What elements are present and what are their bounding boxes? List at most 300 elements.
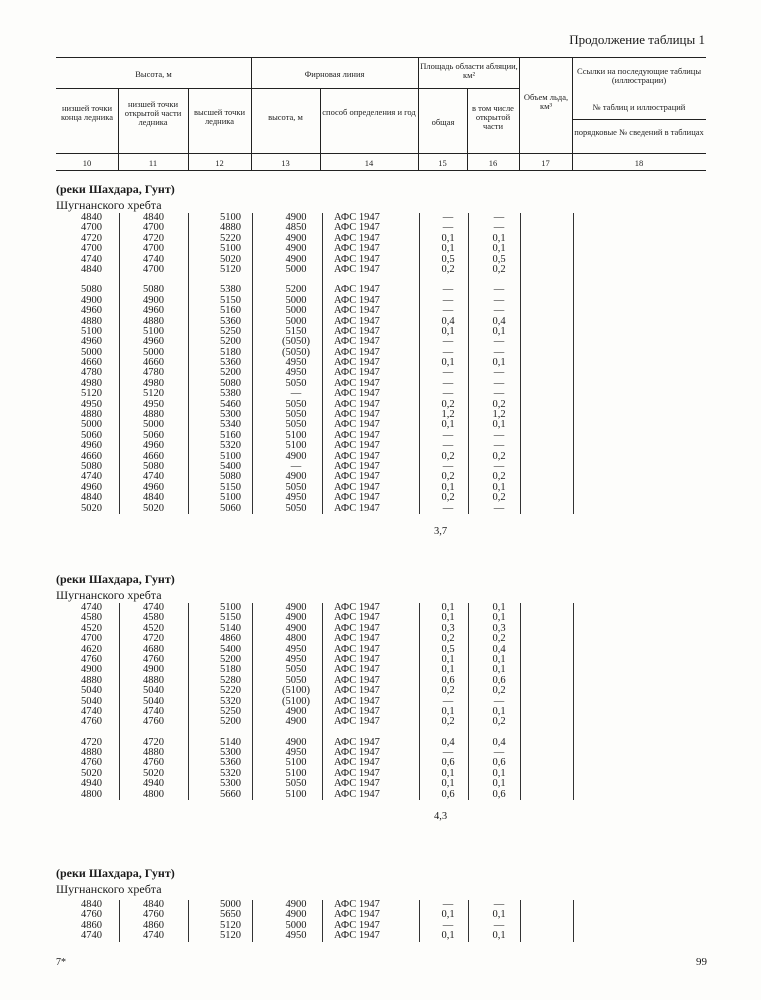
- cell-area-open: 0,1: [492, 325, 506, 337]
- cell-area-total: —: [442, 388, 454, 400]
- cell-low-end: 4740: [81, 930, 102, 942]
- cell-firn-height: 4900: [285, 909, 307, 921]
- cell-method: АФС 1947: [334, 398, 380, 410]
- cell-low-open: 4720: [143, 736, 164, 748]
- cell-low-end: 4900: [81, 664, 102, 676]
- cell-area-total: —: [442, 336, 454, 348]
- cell-low-open: 4760: [143, 909, 164, 921]
- cell-method: АФС 1947: [334, 429, 380, 441]
- cell-low-end: 5000: [81, 346, 102, 358]
- cell-area-open: 0,1: [492, 357, 506, 369]
- cell-low-open: 4740: [143, 471, 164, 483]
- cell-firn-height: 5100: [285, 767, 307, 779]
- cell-high: 5120: [220, 263, 241, 275]
- column-rule: [573, 213, 574, 514]
- table-row: [0, 255, 761, 265]
- column-rule: [119, 900, 120, 942]
- cell-low-end: 4580: [81, 612, 102, 624]
- cell-low-end: 4740: [81, 471, 102, 483]
- cell-high: 5180: [220, 664, 241, 676]
- table-row: [0, 738, 761, 748]
- header-divider: [572, 57, 573, 170]
- cell-method: АФС 1947: [334, 643, 380, 655]
- cell-area-total: —: [442, 440, 454, 452]
- header-refs-rule: [572, 119, 706, 120]
- cell-firn-height: 5100: [285, 788, 307, 800]
- cell-area-total: —: [442, 212, 454, 223]
- cell-firn-height: 4900: [285, 612, 307, 624]
- cell-low-end: 4980: [81, 377, 102, 389]
- cell-high: 5460: [220, 398, 241, 410]
- cell-area-open: 0,2: [492, 633, 506, 645]
- cell-method: АФС 1947: [334, 622, 380, 634]
- cell-firn-height: 4900: [285, 705, 307, 717]
- table-row: [0, 779, 761, 789]
- cell-area-open: 0,1: [492, 481, 506, 493]
- cell-area-open: 0,2: [492, 450, 506, 462]
- cell-firn-height: 5050: [285, 409, 307, 421]
- cell-low-end: 5100: [81, 325, 102, 337]
- cell-low-open: 5000: [143, 346, 164, 358]
- data-block: [0, 213, 761, 514]
- cell-firn-height: 5050: [285, 398, 307, 410]
- table-row: [0, 921, 761, 931]
- cell-high: 5400: [220, 460, 241, 472]
- table-row: [0, 441, 761, 451]
- cell-high: 5100: [220, 602, 241, 613]
- cell-high: 5320: [220, 695, 241, 707]
- cell-area-open: 0,3: [492, 622, 506, 634]
- cell-area-total: 1,2: [441, 409, 455, 421]
- cell-area-total: 0,4: [441, 736, 455, 748]
- table-row: [0, 900, 761, 910]
- table-row: [0, 358, 761, 368]
- table-row: [0, 285, 761, 295]
- cell-low-open: 4740: [143, 253, 164, 265]
- cell-high: 5220: [220, 232, 241, 244]
- cell-high: 5340: [220, 419, 241, 431]
- column-rule: [188, 603, 189, 800]
- cell-high: 5400: [220, 643, 241, 655]
- cell-low-end: 4880: [81, 747, 102, 759]
- cell-low-open: 4940: [143, 778, 164, 790]
- table-row: [0, 758, 761, 768]
- cell-firn-height: 5050: [285, 664, 307, 676]
- cell-low-open: 5080: [143, 284, 164, 296]
- column-rule: [573, 603, 574, 800]
- cell-low-end: 5060: [81, 429, 102, 441]
- cell-low-end: 4950: [81, 398, 102, 410]
- cell-firn-height: 4850: [285, 222, 307, 234]
- cell-low-open: 5100: [143, 325, 164, 337]
- cell-high: 5660: [220, 788, 241, 800]
- section-total: 3,7: [434, 526, 448, 537]
- cell-method: АФС 1947: [334, 602, 380, 613]
- cell-area-open: 0,2: [492, 492, 506, 504]
- cell-low-open: 4980: [143, 377, 164, 389]
- cell-firn-height: 5000: [285, 305, 307, 317]
- column-rule: [520, 900, 521, 942]
- cell-low-end: 5040: [81, 685, 102, 697]
- cell-area-total: —: [442, 460, 454, 472]
- table-row: [0, 624, 761, 634]
- cell-low-end: 4840: [81, 899, 102, 910]
- header-col11: низшей точки открытой части ледника: [124, 99, 182, 127]
- cell-firn-height: 5050: [285, 674, 307, 686]
- cell-method: АФС 1947: [334, 471, 380, 483]
- cell-area-open: —: [493, 747, 505, 759]
- cell-high: 5200: [220, 653, 241, 665]
- table-row: [0, 634, 761, 644]
- cell-high: 5300: [220, 409, 241, 421]
- cell-area-total: —: [442, 695, 454, 707]
- data-block: [0, 603, 761, 800]
- cell-low-open: 4580: [143, 612, 164, 624]
- signature-mark: 7*: [56, 957, 66, 968]
- column-number: 17: [541, 158, 550, 168]
- cell-low-open: 4760: [143, 757, 164, 769]
- cell-firn-height: (5050): [282, 346, 310, 358]
- cell-method: АФС 1947: [334, 440, 380, 452]
- cell-high: 5150: [220, 481, 241, 493]
- cell-high: 5380: [220, 284, 241, 296]
- column-rule: [419, 213, 420, 514]
- cell-high: 5080: [220, 471, 241, 483]
- table-row: [0, 223, 761, 233]
- column-rule: [419, 900, 420, 942]
- cell-area-open: —: [493, 367, 505, 379]
- cell-low-open: 4780: [143, 367, 164, 379]
- cell-method: АФС 1947: [334, 705, 380, 717]
- cell-method: АФС 1947: [334, 685, 380, 697]
- cell-firn-height: 5200: [285, 284, 307, 296]
- section-total: 4,3: [434, 811, 448, 822]
- cell-firn-height: 4900: [285, 243, 307, 255]
- cell-low-open: 4740: [143, 705, 164, 717]
- cell-area-total: 0,5: [441, 643, 455, 655]
- cell-low-open: 4950: [143, 398, 164, 410]
- header-col10: низшей точки конца ледника: [60, 103, 114, 122]
- cell-firn-height: 4900: [285, 450, 307, 462]
- cell-high: 5100: [220, 243, 241, 255]
- cell-area-total: 0,1: [441, 357, 455, 369]
- table-row: [0, 748, 761, 758]
- cell-low-end: 4760: [81, 716, 102, 728]
- cell-area-open: 0,4: [492, 643, 506, 655]
- cell-area-total: 0,1: [441, 602, 455, 613]
- table-row: [0, 613, 761, 623]
- header-col14: способ определения и год: [322, 107, 416, 117]
- cell-low-open: 4760: [143, 716, 164, 728]
- column-rule: [468, 213, 469, 514]
- table-row: [0, 717, 761, 727]
- table-row: [0, 790, 761, 800]
- table-row: [0, 400, 761, 410]
- cell-area-total: —: [442, 346, 454, 358]
- cell-area-open: 0,1: [492, 612, 506, 624]
- cell-method: АФС 1947: [334, 664, 380, 676]
- cell-firn-height: 4900: [285, 716, 307, 728]
- cell-area-total: 0,6: [441, 788, 455, 800]
- table-row: [0, 676, 761, 686]
- cell-low-open: 4900: [143, 294, 164, 306]
- cell-firn-height: 4900: [285, 602, 307, 613]
- cell-area-total: 0,1: [441, 767, 455, 779]
- cell-low-end: 4520: [81, 622, 102, 634]
- cell-low-open: 5060: [143, 429, 164, 441]
- table-row: [0, 296, 761, 306]
- cell-method: АФС 1947: [334, 409, 380, 421]
- cell-method: АФС 1947: [334, 388, 380, 400]
- cell-area-total: 0,2: [441, 633, 455, 645]
- header-group-height: Высота, м: [135, 69, 172, 79]
- cell-method: АФС 1947: [334, 305, 380, 317]
- cell-area-total: 0,2: [441, 398, 455, 410]
- cell-method: АФС 1947: [334, 294, 380, 306]
- cell-low-open: 5040: [143, 685, 164, 697]
- cell-high: 5280: [220, 674, 241, 686]
- cell-area-total: 0,2: [441, 450, 455, 462]
- cell-method: АФС 1947: [334, 778, 380, 790]
- cell-area-total: 0,1: [441, 778, 455, 790]
- cell-firn-height: 4900: [285, 212, 307, 223]
- cell-low-open: 4840: [143, 899, 164, 910]
- header-col16: в том числе открытой части: [472, 103, 514, 131]
- cell-area-total: 0,6: [441, 757, 455, 769]
- cell-method: АФС 1947: [334, 336, 380, 348]
- cell-high: 5080: [220, 377, 241, 389]
- cell-area-open: —: [493, 377, 505, 389]
- header-group-refs: Ссылки на последующие таблицы (иллюстрации): [576, 66, 702, 85]
- cell-method: АФС 1947: [334, 716, 380, 728]
- table-row: [0, 603, 761, 613]
- cell-low-end: 4760: [81, 757, 102, 769]
- section-title: (реки Шахдара, Гунт): [56, 866, 175, 880]
- cell-area-total: —: [442, 377, 454, 389]
- cell-low-end: 4660: [81, 357, 102, 369]
- cell-firn-height: 4900: [285, 232, 307, 244]
- cell-high: 5200: [220, 367, 241, 379]
- cell-low-open: 4740: [143, 930, 164, 942]
- table-row: [0, 910, 761, 920]
- cell-high: 5060: [220, 502, 241, 514]
- cell-area-open: —: [493, 695, 505, 707]
- cell-firn-height: 5000: [285, 919, 307, 931]
- table-row: [0, 306, 761, 316]
- cell-area-total: 0,1: [441, 232, 455, 244]
- cell-high: 5360: [220, 757, 241, 769]
- column-rule: [188, 900, 189, 942]
- table-row: [0, 472, 761, 482]
- cell-area-open: 0,1: [492, 419, 506, 431]
- cell-low-end: 4760: [81, 653, 102, 665]
- cell-high: 5300: [220, 747, 241, 759]
- cell-method: АФС 1947: [334, 502, 380, 514]
- table-row: [0, 462, 761, 472]
- cell-method: АФС 1947: [334, 346, 380, 358]
- cell-area-total: 0,2: [441, 492, 455, 504]
- cell-area-total: —: [442, 502, 454, 514]
- cell-low-end: 4800: [81, 788, 102, 800]
- cell-area-total: 0,1: [441, 419, 455, 431]
- cell-area-open: —: [493, 919, 505, 931]
- header-group-rule: [56, 88, 520, 89]
- cell-low-end: 4780: [81, 367, 102, 379]
- column-rule: [322, 603, 323, 800]
- cell-high: 5320: [220, 767, 241, 779]
- cell-low-end: 5000: [81, 419, 102, 431]
- column-number: 16: [488, 158, 498, 168]
- header-group-area: Площадь области абляции, км²: [420, 61, 518, 80]
- cell-area-total: —: [442, 747, 454, 759]
- header-divider: [418, 57, 419, 170]
- cell-area-open: —: [493, 899, 505, 910]
- cell-area-open: 0,1: [492, 664, 506, 676]
- table-row: [0, 317, 761, 327]
- cell-area-total: 0,5: [441, 253, 455, 265]
- cell-low-open: 4960: [143, 481, 164, 493]
- cell-high: 5180: [220, 346, 241, 358]
- page-number: 99: [696, 956, 707, 968]
- cell-area-open: 0,1: [492, 602, 506, 613]
- cell-method: АФС 1947: [334, 450, 380, 462]
- table-row: [0, 420, 761, 430]
- column-number: 12: [215, 158, 224, 168]
- cell-high: 5650: [220, 909, 241, 921]
- table-row: [0, 483, 761, 493]
- cell-low-end: 5120: [81, 388, 102, 400]
- cell-high: 5020: [220, 253, 241, 265]
- cell-area-total: —: [442, 305, 454, 317]
- cell-area-total: 0,1: [441, 909, 455, 921]
- cell-low-end: 4840: [81, 492, 102, 504]
- section-subtitle: Шугнанского хребта: [56, 882, 162, 896]
- cell-area-open: —: [493, 284, 505, 296]
- cell-low-end: 5080: [81, 460, 102, 472]
- cell-method: АФС 1947: [334, 633, 380, 645]
- cell-area-total: 0,1: [441, 930, 455, 942]
- table-row: [0, 655, 761, 665]
- cell-low-end: 4740: [81, 602, 102, 613]
- cell-low-open: 4880: [143, 747, 164, 759]
- cell-high: 4880: [220, 222, 241, 234]
- cell-method: АФС 1947: [334, 315, 380, 327]
- column-rule: [468, 900, 469, 942]
- cell-high: 5100: [220, 450, 241, 462]
- cell-low-end: 5080: [81, 284, 102, 296]
- table-row: [0, 337, 761, 347]
- cell-method: АФС 1947: [334, 377, 380, 389]
- cell-firn-height: 4800: [285, 633, 307, 645]
- cell-low-open: 4840: [143, 492, 164, 504]
- column-rule: [252, 213, 253, 514]
- cell-method: АФС 1947: [334, 419, 380, 431]
- cell-low-end: 4880: [81, 409, 102, 421]
- cell-low-open: 5020: [143, 767, 164, 779]
- cell-firn-height: 5150: [285, 325, 307, 337]
- cell-area-open: 0,1: [492, 653, 506, 665]
- section-title: (реки Шахдара, Гунт): [56, 572, 175, 586]
- cell-firn-height: 5000: [285, 294, 307, 306]
- cell-area-open: 0,5: [492, 253, 506, 265]
- column-number: 14: [364, 158, 374, 168]
- cell-method: АФС 1947: [334, 263, 380, 275]
- cell-low-end: 5020: [81, 502, 102, 514]
- cell-high: 5120: [220, 919, 241, 931]
- table-row: [0, 327, 761, 337]
- cell-area-open: 0,6: [492, 757, 506, 769]
- cell-firn-height: 4950: [285, 747, 307, 759]
- cell-area-total: 0,1: [441, 653, 455, 665]
- cell-low-end: 4700: [81, 222, 102, 234]
- cell-area-total: —: [442, 284, 454, 296]
- cell-low-open: 4720: [143, 633, 164, 645]
- cell-low-end: 4740: [81, 253, 102, 265]
- cell-area-total: —: [442, 367, 454, 379]
- cell-method: АФС 1947: [334, 325, 380, 337]
- cell-method: АФС 1947: [334, 788, 380, 800]
- column-number: 15: [438, 158, 447, 168]
- cell-area-open: 0,6: [492, 674, 506, 686]
- table-row: [0, 368, 761, 378]
- cell-low-end: 5020: [81, 767, 102, 779]
- table-row: [0, 389, 761, 399]
- cell-area-open: 0,1: [492, 778, 506, 790]
- cell-high: 5140: [220, 736, 241, 748]
- cell-high: 5150: [220, 294, 241, 306]
- cell-low-open: 5020: [143, 502, 164, 514]
- cell-high: 5100: [220, 492, 241, 504]
- cell-area-total: 0,1: [441, 325, 455, 337]
- cell-area-open: 0,2: [492, 471, 506, 483]
- table-row: [0, 431, 761, 441]
- cell-area-total: 0,2: [441, 685, 455, 697]
- header-ref-items: порядковые № сведений в таблицах: [574, 127, 704, 137]
- header-top-rule: [56, 57, 706, 58]
- cell-high: 5320: [220, 440, 241, 452]
- cell-high: 5250: [220, 705, 241, 717]
- header-group-firn: Фирновая линия: [304, 69, 365, 79]
- cell-high: 4860: [220, 633, 241, 645]
- cell-method: АФС 1947: [334, 222, 380, 234]
- table-row: [0, 213, 761, 223]
- cell-firn-height: 5050: [285, 481, 307, 493]
- table-row: [0, 504, 761, 514]
- cell-low-open: 4960: [143, 336, 164, 348]
- header-ref-tables: № таблиц и иллюстраций: [592, 102, 686, 112]
- cell-low-end: 4620: [81, 643, 102, 655]
- header-divider: [519, 57, 520, 170]
- section-subtitle: Шугнанского хребта: [56, 198, 162, 212]
- cell-method: АФС 1947: [334, 899, 380, 910]
- column-rule: [252, 900, 253, 942]
- cell-firn-height: (5050): [282, 336, 310, 348]
- cell-area-open: 0,1: [492, 767, 506, 779]
- cell-low-end: 4840: [81, 212, 102, 223]
- cell-method: АФС 1947: [334, 909, 380, 921]
- cell-high: 5200: [220, 336, 241, 348]
- cell-low-open: 4880: [143, 409, 164, 421]
- cell-high: 5100: [220, 212, 241, 223]
- cell-method: АФС 1947: [334, 243, 380, 255]
- cell-area-open: —: [493, 429, 505, 441]
- cell-method: АФС 1947: [334, 284, 380, 296]
- table-row: [0, 452, 761, 462]
- cell-firn-height: 5050: [285, 419, 307, 431]
- cell-low-end: 4740: [81, 705, 102, 717]
- column-rule: [419, 603, 420, 800]
- cell-area-open: 0,4: [492, 315, 506, 327]
